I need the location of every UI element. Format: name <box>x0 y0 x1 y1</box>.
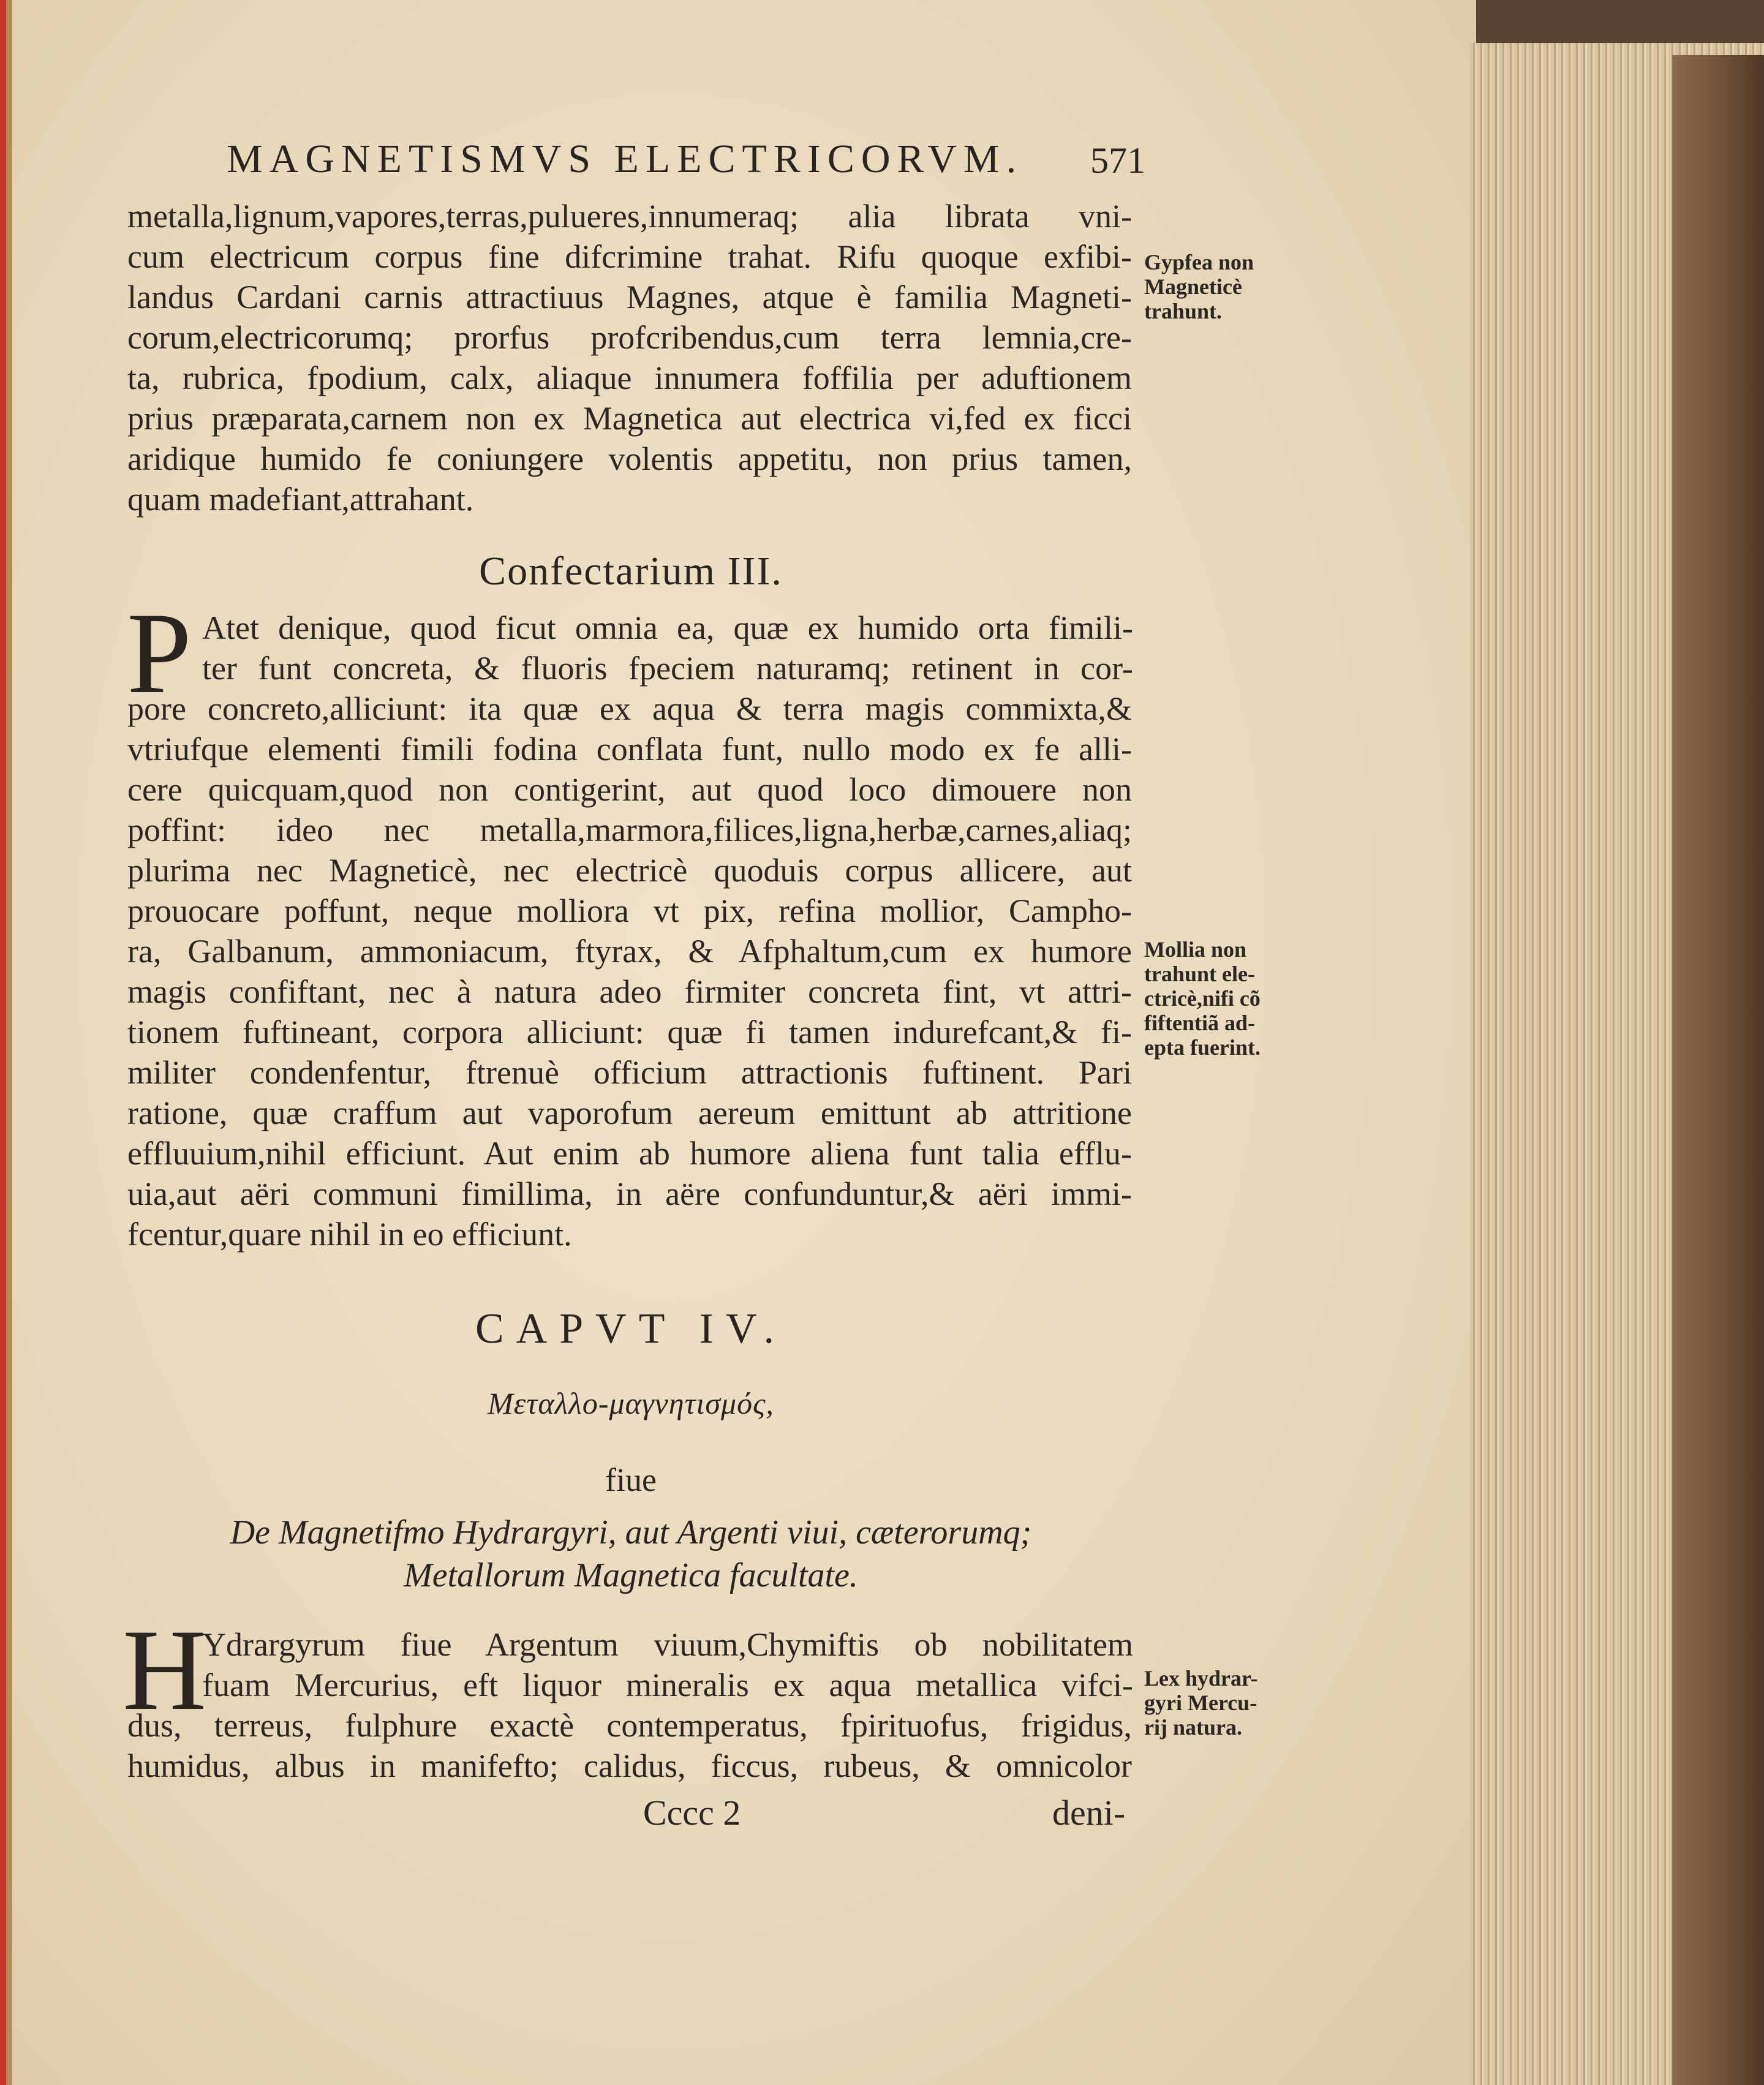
running-head: MAGNETISMVS ELECTRICORVM. <box>227 137 1023 181</box>
text-line: corum,electricorumq; prorfus profcribendus,cum terra lemnia,cre- <box>127 319 1132 356</box>
text-line: prius præparata,carnem non ex Magnetica aut electrica vi,fed ex ficci <box>127 400 1132 437</box>
text-line: quam madefiant,attrahant. <box>127 481 474 518</box>
text-line: aridique humido fe coniungere volentis appetitu, non prius tamen, <box>127 440 1132 477</box>
marginal-note: epta fuerint. <box>1144 1035 1261 1060</box>
text-line: metalla,lignum,vapores,terras,pulueres,innumeraq; alia librata vni- <box>127 198 1132 235</box>
text-line: tionem fuftineant, corpora alliciunt: quæ fi tamen indurefcant,& fi- <box>127 1014 1132 1050</box>
text-line: pore concreto,alliciunt: ita quæ ex aqua & terra magis commixta,& <box>127 690 1132 727</box>
text-line: magis confiftant, nec à natura adeo firmiter concreta fint, vt attri- <box>127 973 1132 1010</box>
text-line: fuam Mercurius, eft liquor mineralis ex aqua metallica vifci- <box>202 1667 1133 1703</box>
greek-title: Μεταλλο-μαγνητισμός, <box>488 1386 774 1420</box>
text-line: poffint: ideo nec metalla,marmora,filices,ligna,herbæ,carnes,aliaq; <box>127 812 1132 848</box>
marginal-note: trahunt ele- <box>1144 962 1255 986</box>
text-line: Ydrargyrum fiue Argentum viuum,Chymiftis ob nobilitatem <box>202 1626 1133 1663</box>
text-line: ra, Galbanum, ammoniacum, ftyrax, & Afphaltum,cum ex humore <box>127 933 1132 970</box>
chapter-subtitle-line: De Magnetifmo Hydrargyri, aut Argenti viui, cæterorumq; <box>230 1514 1032 1551</box>
marginal-note: Magneticè <box>1144 274 1242 299</box>
chapter-heading: CAPVT IV. <box>475 1305 787 1352</box>
drop-cap-p: P <box>127 589 192 718</box>
text-line: prouocare poffunt, neque molliora vt pix, refina mollior, Campho- <box>127 892 1132 929</box>
text-line: uia,aut aëri communi fimillima, in aëre confunduntur,& aëri immi- <box>127 1175 1132 1212</box>
marginal-note: gyri Mercu- <box>1144 1691 1257 1715</box>
text-line: ter funt concreta, & fluoris fpeciem naturamq; retinent in cor- <box>202 650 1133 687</box>
marginal-note: Lex hydrar- <box>1144 1666 1258 1691</box>
book-cover <box>1672 55 1764 2085</box>
text-line: plurima nec Magneticè, nec electricè quoduis corpus allicere, aut <box>127 852 1132 889</box>
section-heading-consectarium: Confectarium III. <box>479 549 783 594</box>
marginal-note: Gypfea non <box>1144 250 1254 274</box>
text-line: dus, terreus, fulphure exactè contemperatus, fpirituofus, frigidus, <box>127 1707 1132 1744</box>
text-line: ta, rubrica, fpodium, calx, aliaque innumera foffilia per aduftionem <box>127 360 1132 396</box>
marginal-note: ctricè,nifi cõ <box>1144 986 1261 1011</box>
marginal-note: fiftentiã ad- <box>1144 1011 1255 1035</box>
chapter-subtitle-line: Metallorum Magnetica facultate. <box>404 1556 858 1594</box>
text-line: landus Cardani carnis attractiuus Magnes, atque è familia Magneti- <box>127 279 1132 315</box>
drop-cap-h: H <box>123 1606 207 1735</box>
text-line: cum electricum corpus fine difcrimine trahat. Rifu quoque exfibi- <box>127 238 1132 275</box>
text-line: Atet denique, quod ficut omnia ea, quæ ex humido orta fimili- <box>202 609 1133 646</box>
text-line: cere quicquam,quod non contigerint, aut quod loco dimouere non <box>127 771 1132 808</box>
marginal-note: rij natura. <box>1144 1715 1242 1740</box>
text-line: militer condenfentur, ftrenuè officium attractionis fuftinent. Pari <box>127 1054 1132 1091</box>
catchword: deni- <box>1052 1793 1126 1833</box>
siue-word: fiue <box>605 1461 657 1498</box>
page-number: 571 <box>1090 140 1145 181</box>
signature-mark: Cccc 2 <box>643 1793 741 1833</box>
text-line: ratione, quæ craffum aut vaporofum aereum emittunt ab attritione <box>127 1095 1132 1131</box>
text-line: fcentur,quare nihil in eo efficiunt. <box>127 1216 572 1253</box>
text-line: vtriufque elementi fimili fodina conflata funt, nullo modo ex fe alli- <box>127 731 1132 767</box>
text-line: effluuium,nihil efficiunt. Aut enim ab humore aliena funt talia efflu- <box>127 1135 1132 1172</box>
text-line: humidus, albus in manifefto; calidus, ficcus, rubeus, & omnicolor <box>127 1748 1132 1784</box>
marginal-note: trahunt. <box>1144 299 1223 323</box>
marginal-note: Mollia non <box>1144 937 1247 962</box>
